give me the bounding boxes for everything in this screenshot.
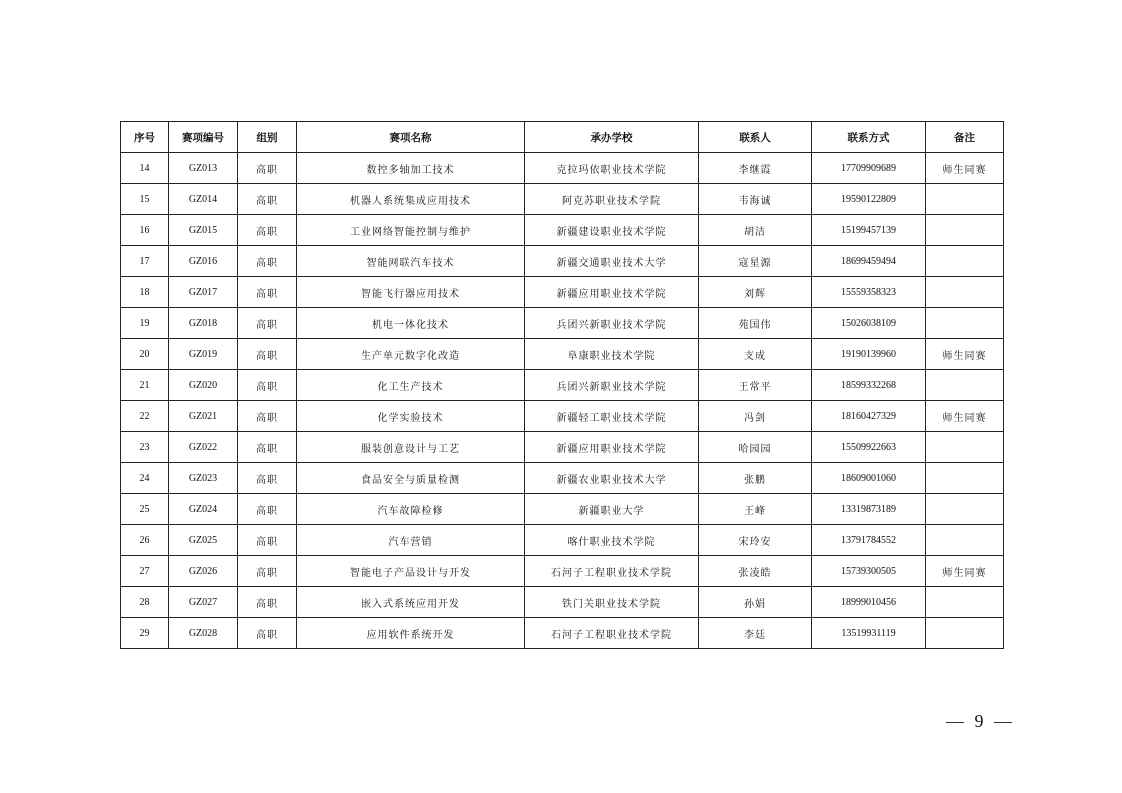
cell-event-name: 机器人系统集成应用技术 (297, 184, 525, 215)
cell-group: 高职 (238, 587, 297, 618)
cell-contact-phone: 13319873189 (812, 494, 926, 525)
cell-event-code: GZ020 (169, 370, 238, 401)
header-remarks: 备注 (926, 122, 1004, 153)
cell-serial: 18 (121, 277, 169, 308)
cell-serial: 16 (121, 215, 169, 246)
cell-event-name: 应用软件系统开发 (297, 618, 525, 649)
cell-remarks: 师生同赛 (926, 401, 1004, 432)
cell-remarks (926, 184, 1004, 215)
cell-serial: 19 (121, 308, 169, 339)
cell-event-code: GZ016 (169, 246, 238, 277)
cell-event-code: GZ017 (169, 277, 238, 308)
cell-event-code: GZ022 (169, 432, 238, 463)
table-body (121, 153, 1004, 649)
cell-remarks: 师生同赛 (926, 339, 1004, 370)
table-row (121, 556, 1004, 587)
cell-group: 高职 (238, 370, 297, 401)
cell-group: 高职 (238, 618, 297, 649)
cell-event-name: 智能网联汽车技术 (297, 246, 525, 277)
cell-serial: 27 (121, 556, 169, 587)
cell-event-code: GZ023 (169, 463, 238, 494)
cell-serial: 26 (121, 525, 169, 556)
cell-host-school: 新疆建设职业技术学院 (525, 215, 699, 246)
table-row (121, 525, 1004, 556)
cell-group: 高职 (238, 463, 297, 494)
table-row (121, 401, 1004, 432)
cell-event-name: 嵌入式系统应用开发 (297, 587, 525, 618)
cell-remarks (926, 432, 1004, 463)
cell-serial: 28 (121, 587, 169, 618)
cell-group: 高职 (238, 153, 297, 184)
competition-table (120, 121, 1004, 649)
header-event-code: 赛项编号 (169, 122, 238, 153)
cell-contact-person: 王常平 (699, 370, 812, 401)
table-row (121, 215, 1004, 246)
cell-host-school: 新疆职业大学 (525, 494, 699, 525)
cell-contact-person: 哈园园 (699, 432, 812, 463)
table-row (121, 277, 1004, 308)
cell-contact-person: 冯剑 (699, 401, 812, 432)
cell-contact-phone: 15509922663 (812, 432, 926, 463)
cell-host-school: 新疆应用职业技术学院 (525, 277, 699, 308)
cell-contact-phone: 19190139960 (812, 339, 926, 370)
cell-group: 高职 (238, 494, 297, 525)
cell-remarks (926, 277, 1004, 308)
table-row (121, 463, 1004, 494)
cell-group: 高职 (238, 308, 297, 339)
cell-group: 高职 (238, 556, 297, 587)
table-row (121, 184, 1004, 215)
cell-remarks: 师生同赛 (926, 153, 1004, 184)
header-event-name: 赛项名称 (297, 122, 525, 153)
cell-serial: 21 (121, 370, 169, 401)
cell-host-school: 兵团兴新职业技术学院 (525, 370, 699, 401)
cell-serial: 20 (121, 339, 169, 370)
cell-remarks (926, 525, 1004, 556)
cell-event-name: 智能飞行器应用技术 (297, 277, 525, 308)
table-row (121, 618, 1004, 649)
cell-group: 高职 (238, 246, 297, 277)
cell-host-school: 石河子工程职业技术学院 (525, 618, 699, 649)
cell-event-code: GZ025 (169, 525, 238, 556)
cell-group: 高职 (238, 215, 297, 246)
cell-remarks (926, 215, 1004, 246)
cell-remarks: 师生同赛 (926, 556, 1004, 587)
cell-contact-phone: 13791784552 (812, 525, 926, 556)
cell-group: 高职 (238, 339, 297, 370)
cell-event-code: GZ024 (169, 494, 238, 525)
cell-serial: 24 (121, 463, 169, 494)
cell-event-code: GZ021 (169, 401, 238, 432)
cell-group: 高职 (238, 401, 297, 432)
cell-contact-person: 王峰 (699, 494, 812, 525)
cell-host-school: 铁门关职业技术学院 (525, 587, 699, 618)
cell-event-code: GZ013 (169, 153, 238, 184)
cell-group: 高职 (238, 525, 297, 556)
header-host-school: 承办学校 (525, 122, 699, 153)
table-row (121, 246, 1004, 277)
cell-host-school: 喀什职业技术学院 (525, 525, 699, 556)
cell-host-school: 新疆农业职业技术大学 (525, 463, 699, 494)
header-group: 组别 (238, 122, 297, 153)
cell-remarks (926, 246, 1004, 277)
cell-event-code: GZ019 (169, 339, 238, 370)
cell-event-name: 智能电子产品设计与开发 (297, 556, 525, 587)
cell-contact-phone: 15559358323 (812, 277, 926, 308)
cell-event-name: 化学实验技术 (297, 401, 525, 432)
cell-serial: 23 (121, 432, 169, 463)
cell-event-name: 服装创意设计与工艺 (297, 432, 525, 463)
cell-contact-person: 李廷 (699, 618, 812, 649)
cell-group: 高职 (238, 432, 297, 463)
cell-contact-phone: 18160427329 (812, 401, 926, 432)
table-row (121, 339, 1004, 370)
cell-serial: 29 (121, 618, 169, 649)
cell-contact-person: 支成 (699, 339, 812, 370)
cell-event-name: 汽车故障检修 (297, 494, 525, 525)
cell-event-name: 数控多轴加工技术 (297, 153, 525, 184)
cell-group: 高职 (238, 277, 297, 308)
cell-group: 高职 (238, 184, 297, 215)
cell-event-name: 工业网络智能控制与维护 (297, 215, 525, 246)
cell-event-name: 机电一体化技术 (297, 308, 525, 339)
cell-event-name: 食品安全与质量检测 (297, 463, 525, 494)
cell-event-code: GZ028 (169, 618, 238, 649)
cell-contact-phone: 18699459494 (812, 246, 926, 277)
cell-host-school: 石河子工程职业技术学院 (525, 556, 699, 587)
cell-remarks (926, 587, 1004, 618)
cell-host-school: 阜康职业技术学院 (525, 339, 699, 370)
cell-host-school: 兵团兴新职业技术学院 (525, 308, 699, 339)
cell-event-name: 化工生产技术 (297, 370, 525, 401)
header-contact-person: 联系人 (699, 122, 812, 153)
cell-contact-person: 胡洁 (699, 215, 812, 246)
cell-event-name: 生产单元数字化改造 (297, 339, 525, 370)
table-row (121, 308, 1004, 339)
table-row (121, 153, 1004, 184)
cell-serial: 15 (121, 184, 169, 215)
cell-event-code: GZ014 (169, 184, 238, 215)
cell-contact-person: 苑国伟 (699, 308, 812, 339)
cell-contact-phone: 15739300505 (812, 556, 926, 587)
cell-remarks (926, 370, 1004, 401)
table-row (121, 370, 1004, 401)
header-serial: 序号 (121, 122, 169, 153)
cell-contact-phone: 17709909689 (812, 153, 926, 184)
table-row (121, 494, 1004, 525)
cell-contact-phone: 19590122809 (812, 184, 926, 215)
cell-event-name: 汽车营销 (297, 525, 525, 556)
cell-remarks (926, 463, 1004, 494)
cell-contact-phone: 13519931119 (812, 618, 926, 649)
cell-event-code: GZ027 (169, 587, 238, 618)
cell-host-school: 克拉玛依职业技术学院 (525, 153, 699, 184)
cell-contact-person: 李继霞 (699, 153, 812, 184)
cell-contact-person: 韦海诚 (699, 184, 812, 215)
cell-serial: 22 (121, 401, 169, 432)
cell-contact-person: 寇星源 (699, 246, 812, 277)
page-number: — 9 — (946, 711, 1015, 731)
table-row (121, 432, 1004, 463)
table-row (121, 587, 1004, 618)
cell-host-school: 新疆应用职业技术学院 (525, 432, 699, 463)
cell-contact-phone: 18609001060 (812, 463, 926, 494)
cell-remarks (926, 618, 1004, 649)
cell-contact-person: 刘辉 (699, 277, 812, 308)
cell-contact-phone: 18599332268 (812, 370, 926, 401)
cell-contact-phone: 15026038109 (812, 308, 926, 339)
cell-serial: 14 (121, 153, 169, 184)
cell-serial: 25 (121, 494, 169, 525)
cell-serial: 17 (121, 246, 169, 277)
cell-remarks (926, 494, 1004, 525)
cell-event-code: GZ026 (169, 556, 238, 587)
cell-contact-person: 孙娟 (699, 587, 812, 618)
cell-event-code: GZ015 (169, 215, 238, 246)
table-header-row (121, 122, 1004, 153)
cell-host-school: 新疆轻工职业技术学院 (525, 401, 699, 432)
cell-host-school: 阿克苏职业技术学院 (525, 184, 699, 215)
cell-host-school: 新疆交通职业技术大学 (525, 246, 699, 277)
cell-contact-phone: 18999010456 (812, 587, 926, 618)
header-contact-phone: 联系方式 (812, 122, 926, 153)
cell-event-code: GZ018 (169, 308, 238, 339)
cell-contact-phone: 15199457139 (812, 215, 926, 246)
cell-contact-person: 宋玲安 (699, 525, 812, 556)
cell-remarks (926, 308, 1004, 339)
cell-contact-person: 张鹏 (699, 463, 812, 494)
cell-contact-person: 张凌皓 (699, 556, 812, 587)
